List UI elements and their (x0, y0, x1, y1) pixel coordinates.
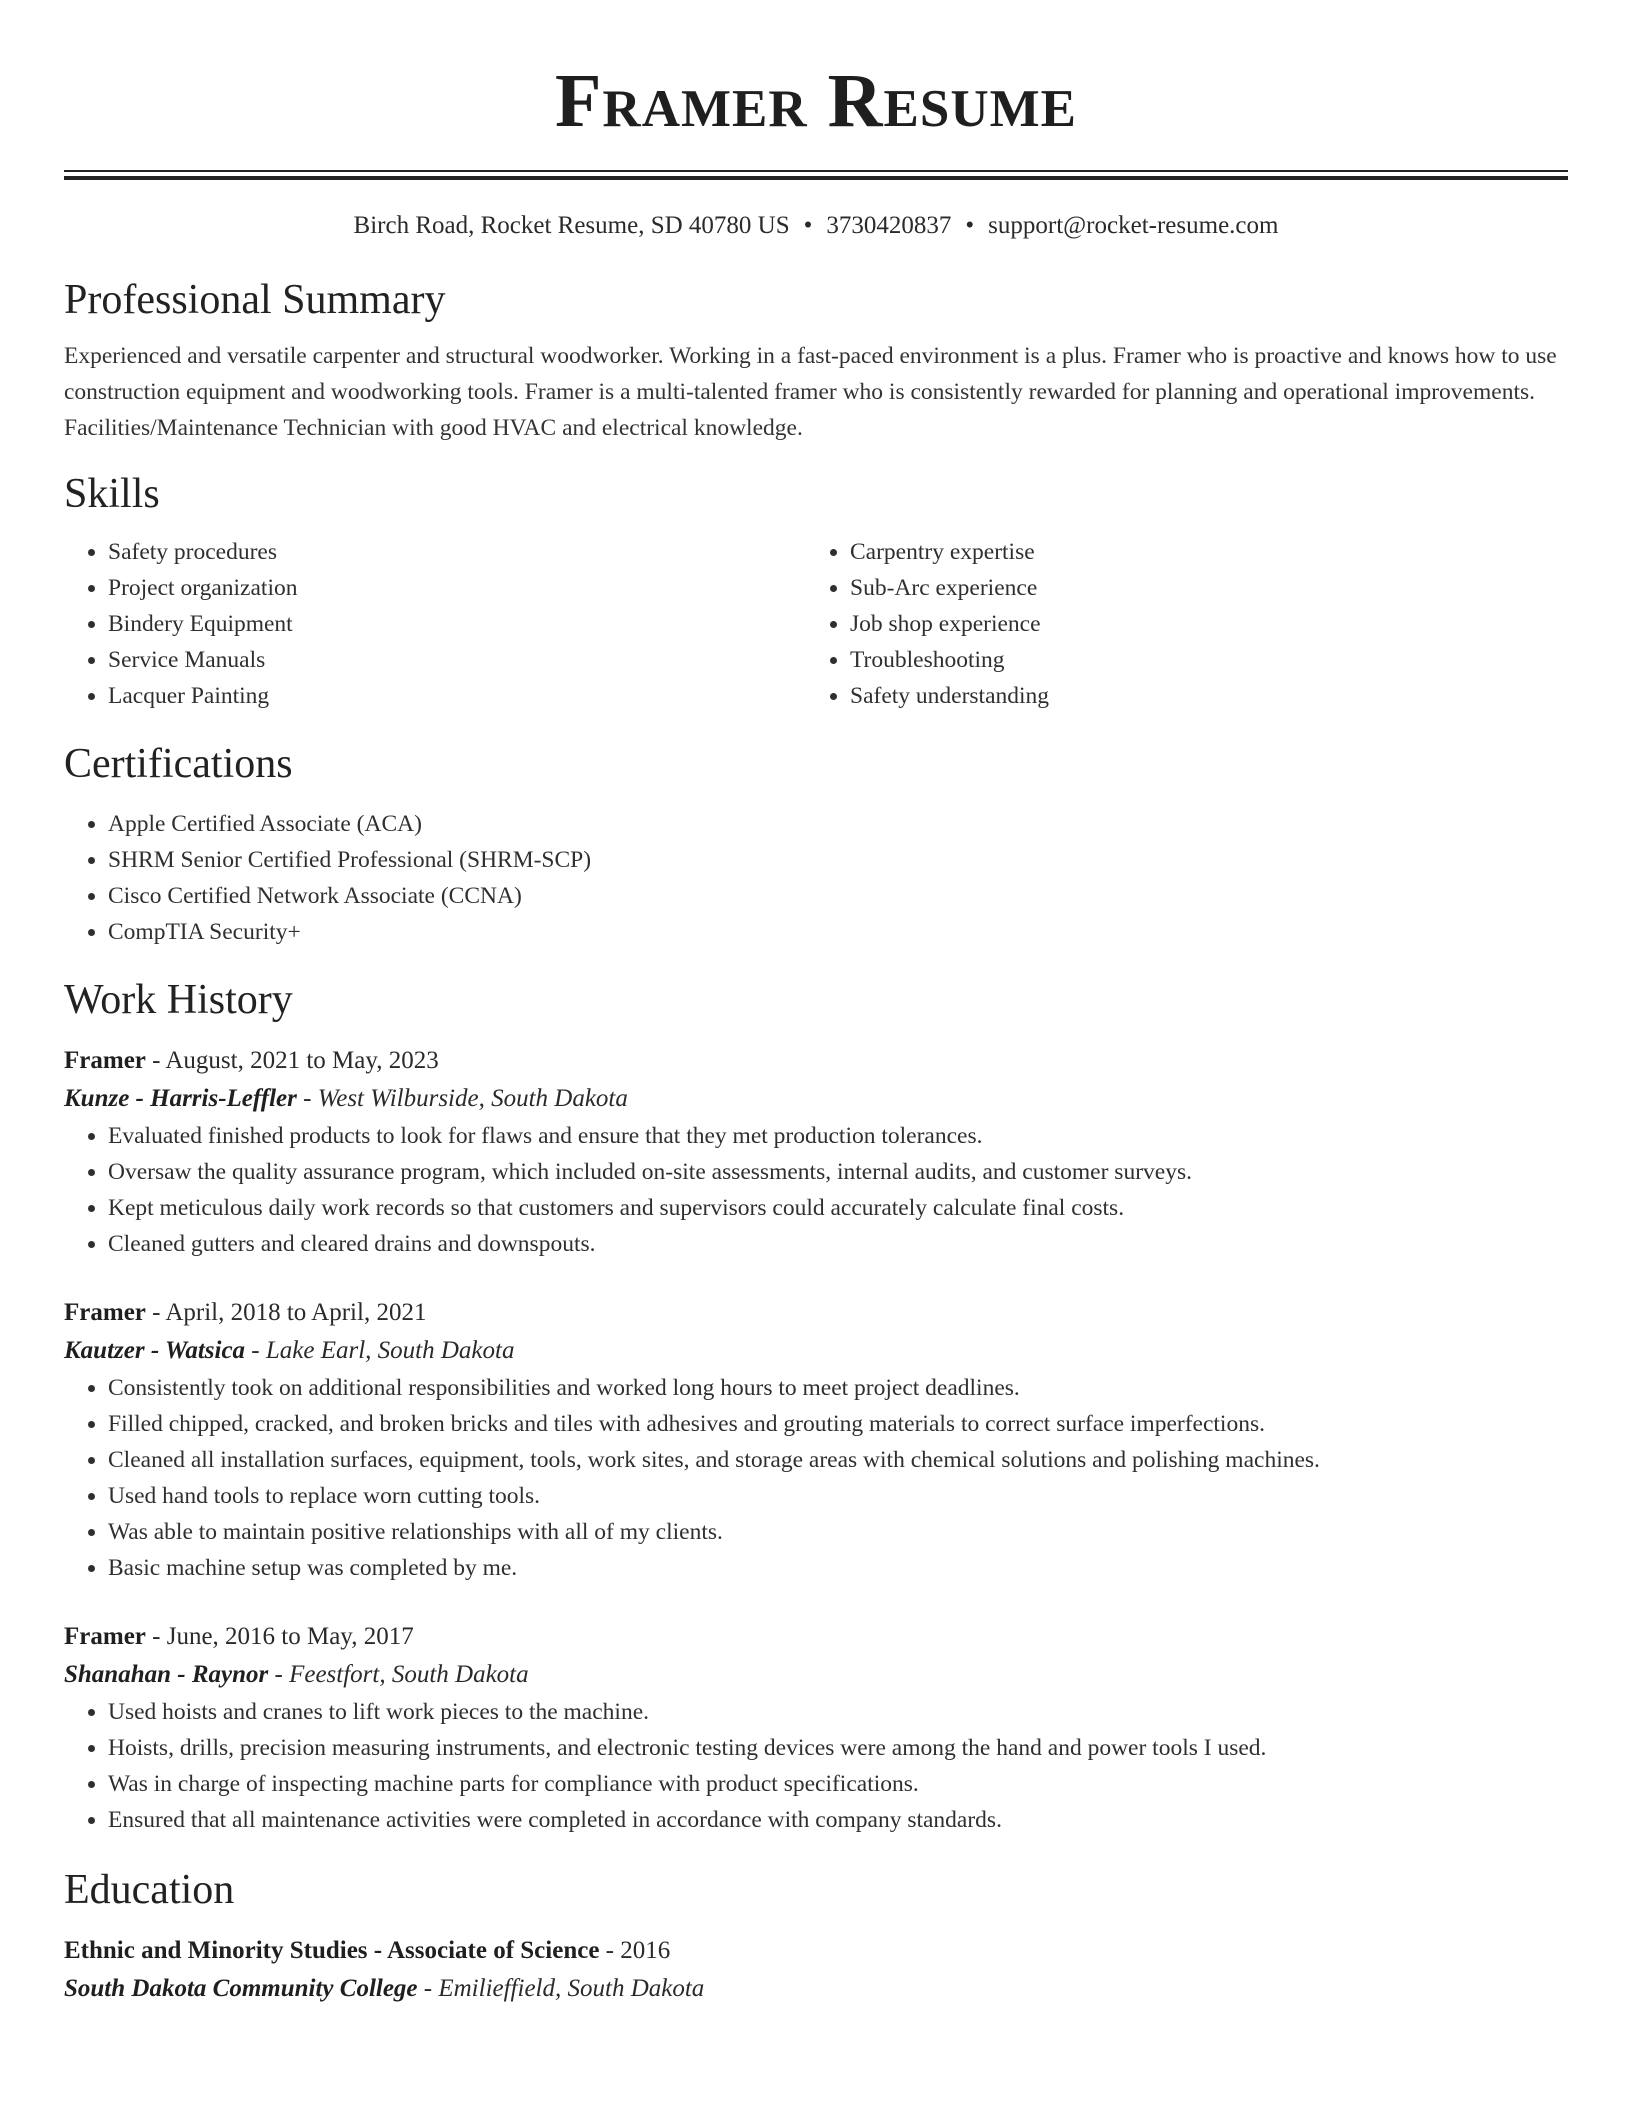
job-bullet: • Was able to maintain positive relationships with all of my clients. (108, 1514, 1568, 1550)
education-entry (64, 1932, 1568, 2008)
skill-item: • Bindery Equipment (108, 606, 806, 642)
contact-address: Birch Road, Rocket Resume, SD 40780 US (353, 212, 790, 239)
skill-item: • Safety understanding (850, 678, 1548, 714)
skill-item: • Service Manuals (108, 642, 806, 678)
skill-item: • Project organization (108, 570, 806, 606)
education-degree: Ethnic and Minority Studies - Associate of Science (64, 1937, 600, 1964)
education-school: South Dakota Community College (64, 1975, 418, 2002)
job-title: Framer (64, 1047, 146, 1074)
job-header (64, 1042, 1568, 1080)
skills-grid (64, 534, 1568, 714)
certification-item: • SHRM Senior Certified Professional (SHRM-SCP) (108, 842, 1568, 878)
job-location: - Feestfort, South Dakota (268, 1661, 529, 1688)
contact-separator: • (965, 212, 975, 239)
title-double-rule (64, 170, 1568, 180)
job-bullet: • Was in charge of inspecting machine parts for compliance with product specifications. (108, 1766, 1568, 1802)
job-bullets (64, 1370, 1568, 1586)
job-bullets (64, 1118, 1568, 1262)
skill-item: • Safety procedures (108, 534, 806, 570)
job-bullet: • Basic machine setup was completed by me. (108, 1550, 1568, 1586)
job-dates: - April, 2018 to April, 2021 (145, 1299, 427, 1326)
skill-item: • Carpentry expertise (850, 534, 1548, 570)
skills-column-left (64, 534, 806, 714)
job-company-line (64, 1332, 1568, 1370)
job-company: Kautzer - Watsica (64, 1337, 246, 1364)
skills-column-right (806, 534, 1548, 714)
job-title: Framer (64, 1623, 146, 1650)
contact-email: support@rocket-resume.com (988, 212, 1279, 239)
education-school-line (64, 1970, 1568, 2008)
job-bullet: • Oversaw the quality assurance program, which included on-site assessments, internal audits, and customer surveys. (108, 1154, 1568, 1190)
job-bullet: • Kept meticulous daily work records so that customers and supervisors could accurately calculate final costs. (108, 1190, 1568, 1226)
skills-heading: Skills (64, 471, 160, 517)
job-dates: - June, 2016 to May, 2017 (145, 1623, 414, 1650)
education-heading: Education (64, 1867, 235, 1913)
job-bullet: • Hoists, drills, precision measuring instruments, and electronic testing devices were among the hand and power tools I used. (108, 1730, 1568, 1766)
contact-line (64, 208, 1568, 244)
job-dates: - August, 2021 to May, 2023 (145, 1047, 439, 1074)
job-bullet: • Evaluated finished products to look for flaws and ensure that they met production tolerances. (108, 1118, 1568, 1154)
job-location: - Lake Earl, South Dakota (245, 1337, 515, 1364)
resume-title: Framer Resume (555, 59, 1077, 143)
skill-item: • Troubleshooting (850, 642, 1548, 678)
job-entry (64, 1042, 1568, 1262)
summary-text: Experienced and versatile carpenter and structural woodworker. Working in a fast-paced environment is a plus. Framer who is proactive and knows how to use construction equipment and woodworking tools. Framer is a multi-talented framer who is consistently rewarded for planning and operational improvements. Facilities/Maintenance Technician with good HVAC and electrical knowledge. (64, 343, 1557, 441)
job-bullet: • Consistently took on additional responsibilities and worked long hours to meet project deadlines. (108, 1370, 1568, 1406)
skill-item: • Lacquer Painting (108, 678, 806, 714)
job-bullet: • Used hoists and cranes to lift work pieces to the machine. (108, 1694, 1568, 1730)
education-year: - 2016 (599, 1937, 671, 1964)
contact-phone: 3730420837 (826, 212, 952, 239)
job-bullet: • Ensured that all maintenance activities were completed in accordance with company standards. (108, 1802, 1568, 1838)
summary-heading: Professional Summary (64, 277, 446, 323)
certifications-list (64, 806, 1568, 950)
contact-separator: • (803, 212, 813, 239)
job-company: Kunze - Harris-Leffler (64, 1085, 297, 1112)
job-entry (64, 1294, 1568, 1586)
job-bullet: • Cleaned all installation surfaces, equipment, tools, work sites, and storage areas with chemical solutions and polishing machines. (108, 1442, 1568, 1478)
education-location: - Emilieffield, South Dakota (417, 1975, 705, 2002)
certification-item: • CompTIA Security+ (108, 914, 1568, 950)
job-bullet: • Used hand tools to replace worn cutting tools. (108, 1478, 1568, 1514)
job-header (64, 1618, 1568, 1656)
job-company-line (64, 1080, 1568, 1118)
job-header (64, 1294, 1568, 1332)
job-entry (64, 1618, 1568, 1838)
job-location: - West Wilburside, South Dakota (296, 1085, 628, 1112)
education-header (64, 1932, 1568, 1970)
job-title: Framer (64, 1299, 146, 1326)
job-company-line (64, 1656, 1568, 1694)
certifications-heading: Certifications (64, 741, 293, 787)
certification-item: • Cisco Certified Network Associate (CCNA) (108, 878, 1568, 914)
skill-item: • Job shop experience (850, 606, 1548, 642)
skill-item: • Sub-Arc experience (850, 570, 1548, 606)
job-bullet: • Cleaned gutters and cleared drains and downspouts. (108, 1226, 1568, 1262)
certification-item: • Apple Certified Associate (ACA) (108, 806, 1568, 842)
job-bullets (64, 1694, 1568, 1838)
job-bullet: • Filled chipped, cracked, and broken bricks and tiles with adhesives and grouting materials to correct surface imperfections. (108, 1406, 1568, 1442)
work-history-heading: Work History (64, 977, 293, 1023)
job-company: Shanahan - Raynor (64, 1661, 269, 1688)
